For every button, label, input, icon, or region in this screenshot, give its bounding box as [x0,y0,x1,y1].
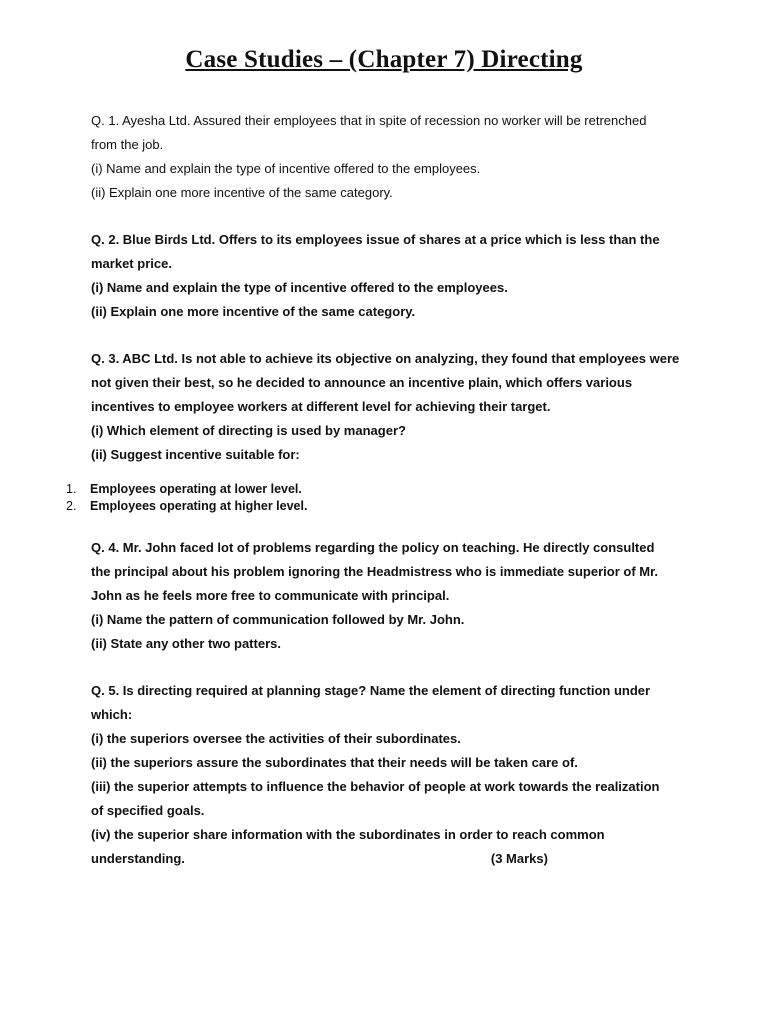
marks-label: (3 Marks) [490,851,548,866]
list-item-number: 1. [66,482,77,496]
question-5-last-text: understanding. [91,851,185,866]
question-4-line: the principal about his problem ignoring the Headmistress who is immediate superior of Mr. [91,564,659,579]
question-5 [91,679,691,871]
question-4-line: Q. 4. Mr. John faced lot of problems regarding the policy on teaching. He directly consulted [91,540,655,555]
question-5-line: of specified goals. [91,803,205,818]
question-3-part-i: (i) Which element of directing is used by manager? [91,423,406,438]
question-1-line: from the job. [91,137,164,152]
question-5-last-line [91,847,691,871]
list-item-number: 2. [66,499,77,513]
question-3-list [66,481,307,515]
question-5-part-iii: (iii) the superior attempts to influence the behavior of people at work towards the realization [91,779,660,794]
question-4-part-ii: (ii) State any other two patters. [91,636,281,651]
question-5-line: Q. 5. Is directing required at planning stage? Name the element of directing function under [91,683,651,698]
question-2-line: market price. [91,256,172,271]
list-item-text: Employees operating at higher level. [90,499,308,513]
question-3-line: not given their best, so he decided to announce an incentive plain, which offers various [91,375,633,390]
question-4 [91,536,691,656]
question-2-part-ii: (ii) Explain one more incentive of the same category. [91,304,416,319]
question-4-part-i: (i) Name the pattern of communication followed by Mr. John. [91,612,465,627]
question-3-line: Q. 3. ABC Ltd. Is not able to achieve its objective on analyzing, they found that employees were [91,351,680,366]
question-3 [91,347,691,467]
question-2 [91,228,691,324]
question-5-part-iv: (iv) the superior share information with the subordinates in order to reach common [91,827,605,842]
list-item-text: Employees operating at lower level. [90,482,302,496]
question-1-line: Q. 1. Ayesha Ltd. Assured their employees that in spite of recession no worker will be retrenched [91,113,647,128]
question-2-line: Q. 2. Blue Birds Ltd. Offers to its employees issue of shares at a price which is less than the [91,232,660,247]
question-4-line: John as he feels more free to communicate with principal. [91,588,450,603]
question-3-part-ii: (ii) Suggest incentive suitable for: [91,447,300,462]
question-5-line: which: [91,707,133,722]
question-3-line: incentives to employee workers at different level for achieving their target. [91,399,551,414]
question-5-part-i: (i) the superiors oversee the activities of their subordinates. [91,731,461,746]
question-1-part-ii: (ii) Explain one more incentive of the same category. [91,185,393,200]
page-title: Case Studies – (Chapter 7) Directing [185,46,583,73]
question-1 [91,109,691,205]
list-item [66,498,307,515]
question-1-part-i: (i) Name and explain the type of incentive offered to the employees. [91,161,481,176]
question-2-part-i: (i) Name and explain the type of incentive offered to the employees. [91,280,508,295]
list-item [66,481,307,498]
question-5-part-ii: (ii) the superiors assure the subordinates that their needs will be taken care of. [91,755,578,770]
